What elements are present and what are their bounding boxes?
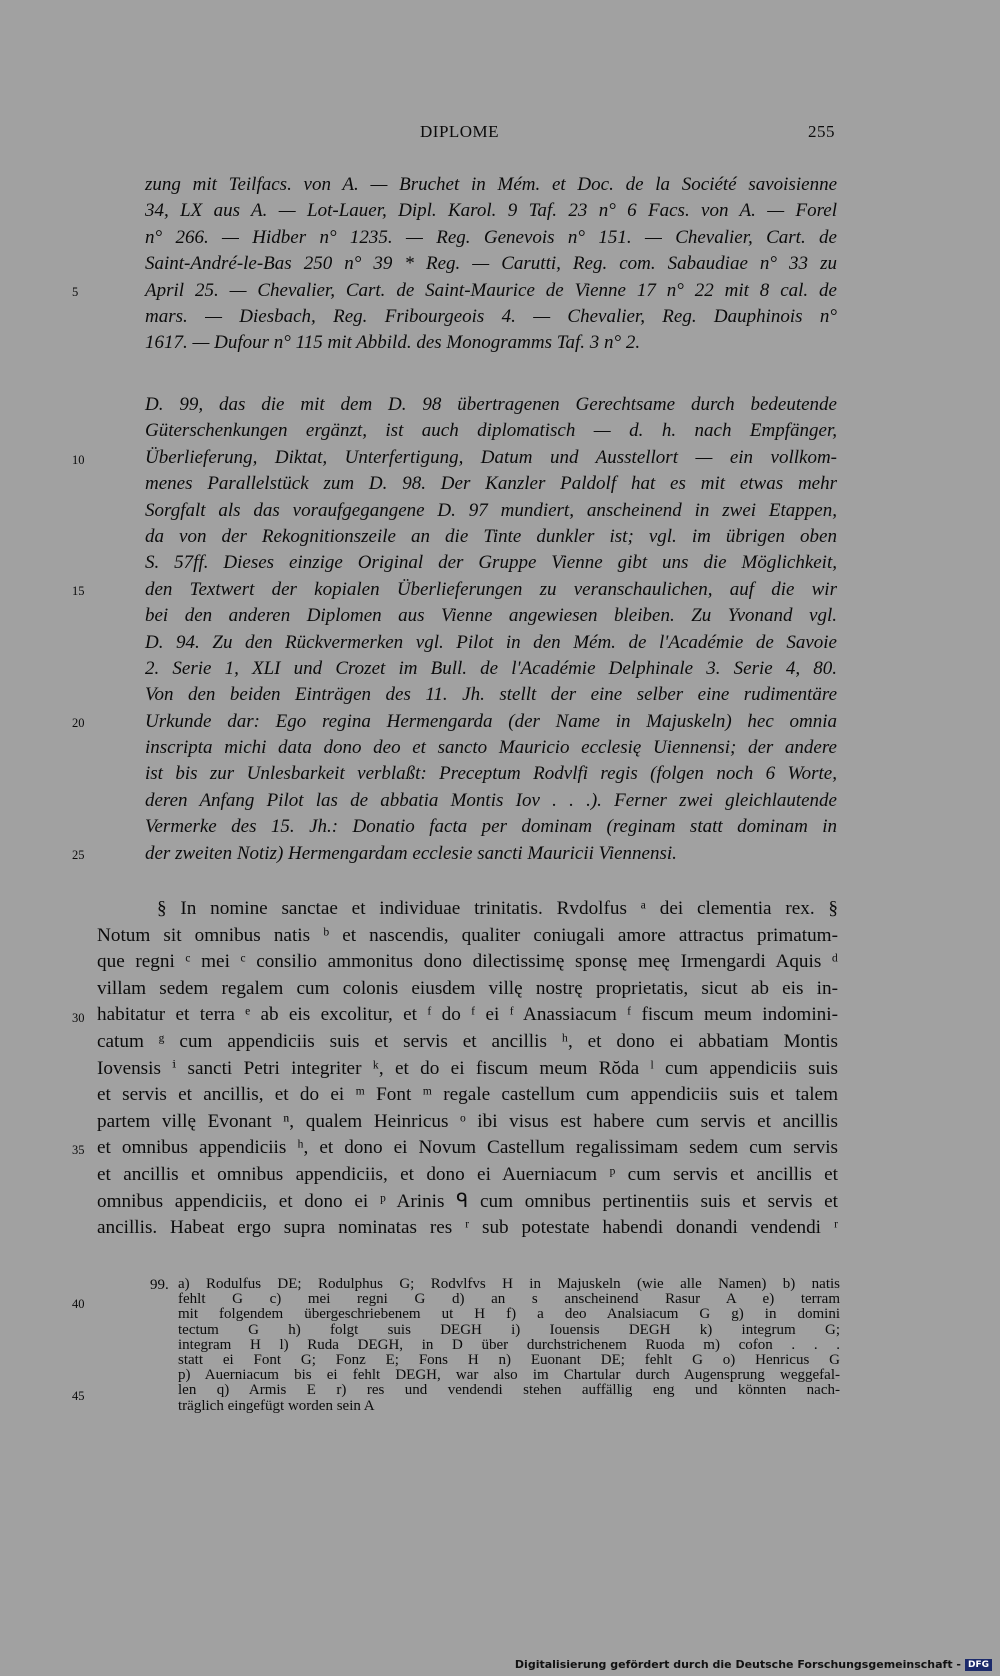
credit-text: Digitalisierung gefördert durch die Deutsche Forschungsgemeinschaft - bbox=[514, 1658, 961, 1671]
text-line: catum ᵍ cum appendiciis suis et servis et ancillis ʰ, et dono ei abbatiam Montis bbox=[97, 1030, 838, 1052]
page-number: 255 bbox=[808, 122, 835, 141]
dfg-logo: DFG bbox=[965, 1659, 992, 1671]
text-line: et ancillis et omnibus appendiciis, et dono ei Auerniacum ᵖ cum servis et ancillis et bbox=[97, 1163, 838, 1185]
line-number: 20 bbox=[72, 716, 85, 730]
text-line: que regni ᶜ mei ᶜ consilio ammonitus dono dilectissimę sponsę meę Irmengardi Aquis ᵈ bbox=[97, 951, 838, 973]
page-title: DIPLOME bbox=[420, 122, 500, 141]
text-line: inscripta michi data dono deo et sancto Mauricio ecclesię Uiennensi; der andere bbox=[145, 737, 837, 759]
line-number: 45 bbox=[72, 1389, 85, 1403]
text-line: Iovensis ⁱ sancti Petri integriter ᵏ, et do ei fiscum meum Rŏda ˡ cum appendiciis suis bbox=[97, 1057, 838, 1079]
note-line: a) Rodulfus DE; Rodulphus G; Rodvlfvs H in Majuskeln (wie alle Namen) b) natis bbox=[178, 1276, 840, 1292]
text-line: Vermerke des 15. Jh.: Donatio facta per dominam (reginam statt dominam in bbox=[145, 816, 837, 838]
text-line: Sorgfalt als das voraufgegangene D. 97 mundiert, anscheinend in zwei Etappen, bbox=[145, 499, 837, 521]
note-line: fehlt G c) mei regni G d) an s anscheinend Rasur A e) terram bbox=[178, 1291, 840, 1308]
text-line: zung mit Teilfacs. von A. — Bruchet in Mém. et Doc. de la Société savoisienne bbox=[145, 174, 837, 195]
note-line: tectum G h) folgt suis DEGH i) Iouensis DEGH k) integrum G; bbox=[178, 1321, 840, 1338]
text-line: da von der Rekognitionszeile an die Tinte dunkler ist; vgl. im übrigen oben bbox=[145, 525, 837, 547]
note-line: integram H l) Ruda DEGH, in D über durchstrichenem Ruoda m) cofon . . . bbox=[178, 1336, 840, 1353]
text-line: omnibus appendiciis, et dono ei ᵖ Arinis ᑫ cum omnibus pertinentiis suis et servis et bbox=[97, 1190, 838, 1212]
text-line: deren Anfang Pilot las de abbatia Montis Iov . . .). Ferner zwei gleichlautende bbox=[145, 789, 837, 811]
apparatus-notes bbox=[150, 1276, 840, 1414]
text-line: Von den beiden Einträgen des 11. Jh. stellt der eine selber eine rudimentäre bbox=[145, 684, 837, 706]
text-line: D. 94. Zu den Rückvermerken vgl. Pilot in den Mém. de l'Académie de Savoie bbox=[145, 631, 837, 653]
text-line: et omnibus appendiciis ʰ, et dono ei Novum Castellum regalissimam sedem cum servis bbox=[97, 1137, 838, 1159]
text-line: habitatur et terra ᵉ ab eis excolitur, et ᶠ do ᶠ ei ᶠ Anassiacum ᶠ fiscum meum indomini- bbox=[97, 1004, 838, 1026]
text-line: Saint-André-le-Bas 250 n° 39 * Reg. — Carutti, Reg. com. Sabaudiae n° 33 zu bbox=[145, 253, 837, 275]
note-line: mit folgendem übergeschriebenem ut H f) a deo Analsiacum G g) in domini bbox=[178, 1306, 840, 1323]
text-line: Urkunde dar: Ego regina Hermengarda (der Name in Majuskeln) hec omnia bbox=[145, 710, 837, 732]
text-line: menes Parallelstück zum D. 98. Der Kanzler Paldolf hat es mit etwas mehr bbox=[145, 473, 837, 495]
text-line: et servis et ancillis, et do ei ᵐ Font ᵐ regale castellum cum appendiciis suis et talem bbox=[97, 1084, 838, 1106]
note-line: statt ei Font G; Fonz E; Fons H n) Euonant DE; fehlt G o) Henricus G bbox=[178, 1351, 840, 1368]
text-line: ist bis zur Unlesbarkeit verblaßt: Preceptum Rodvlfi regis (folgen noch 6 Worte, bbox=[145, 763, 837, 785]
note-line: träglich eingefügt worden sein A bbox=[178, 1397, 375, 1414]
charter-text bbox=[97, 896, 838, 1242]
text-line: April 25. — Chevalier, Cart. de Saint-Maurice de Vienne 17 n° 22 mit 8 cal. de bbox=[145, 279, 837, 301]
text-line: 2. Serie 1, XLI und Crozet im Bull. de l'Académie Delphinale 3. Serie 4, 80. bbox=[145, 657, 837, 679]
line-number: 35 bbox=[72, 1143, 85, 1157]
bibliography-block bbox=[145, 172, 837, 357]
line-number: 40 bbox=[72, 1297, 85, 1311]
text-line: den Textwert der kopialen Überlieferungen zu veranschaulichen, auf die wir bbox=[145, 578, 837, 600]
line-number: 15 bbox=[72, 584, 85, 598]
commentary-block bbox=[145, 392, 837, 867]
text-line: ancillis. Habeat ergo supra nominatas res ʳ sub potestate habendi donandi vendendi ʳ bbox=[97, 1217, 838, 1239]
text-line: § In nomine sanctae et individuae trinitatis. Rvdolfus ᵃ dei clementia rex. § bbox=[157, 898, 838, 919]
line-number: 10 bbox=[72, 453, 85, 467]
text-line: S. 57ff. Dieses einzige Original der Gruppe Vienne gibt uns die Möglichkeit, bbox=[145, 552, 837, 574]
text-line: Überlieferung, Diktat, Unterfertigung, Datum und Ausstellort — ein vollkom- bbox=[145, 446, 837, 468]
note-line: len q) Armis E r) res und vendendi stehen auffällig eng und könnten nach- bbox=[178, 1382, 840, 1399]
text-line: bei den anderen Diplomen aus Vienne angewiesen bleiben. Zu Yvonand vgl. bbox=[145, 605, 837, 627]
text-line: n° 266. — Hidber n° 1235. — Reg. Genevois n° 151. — Chevalier, Cart. de bbox=[145, 226, 837, 248]
notes-number: 99. bbox=[150, 1277, 169, 1293]
text-line: 1617. — Dufour n° 115 mit Abbild. des Monogramms Taf. 3 n° 2. bbox=[145, 332, 641, 354]
line-number: 30 bbox=[72, 1011, 85, 1025]
digitization-credit bbox=[515, 1658, 992, 1671]
note-line: p) Auerniacum bis ei fehlt DEGH, war also im Chartular durch Augensprung weggefal- bbox=[178, 1367, 840, 1384]
text-line: 34, LX aus A. — Lot-Lauer, Dipl. Karol. 9 Taf. 23 n° 6 Facs. von A. — Forel bbox=[145, 200, 837, 222]
text-line: D. 99, das die mit dem D. 98 übertragenen Gerechtsame durch bedeutende bbox=[145, 394, 837, 415]
text-line: villam sedem regalem cum colonis eiusdem villę nostrę proprietatis, sicut ab eis in- bbox=[97, 977, 838, 999]
line-number: 5 bbox=[72, 285, 79, 299]
text-line: der zweiten Notiz) Hermengardam ecclesie sancti Mauricii Viennensi. bbox=[145, 842, 677, 864]
text-line: mars. — Diesbach, Reg. Fribourgeois 4. — Chevalier, Reg. Dauphinois n° bbox=[145, 305, 837, 327]
text-line: Notum sit omnibus natis ᵇ et nascendis, qualiter coniugali amore attractus primatum- bbox=[97, 924, 838, 946]
text-line: partem villę Evonant ⁿ, qualem Heinricus ᵒ ibi visus est habere cum servis et ancillis bbox=[97, 1110, 838, 1132]
text-line: Güterschenkungen ergänzt, ist auch diplomatisch — d. h. nach Empfänger, bbox=[145, 420, 837, 442]
line-number: 25 bbox=[72, 848, 85, 862]
